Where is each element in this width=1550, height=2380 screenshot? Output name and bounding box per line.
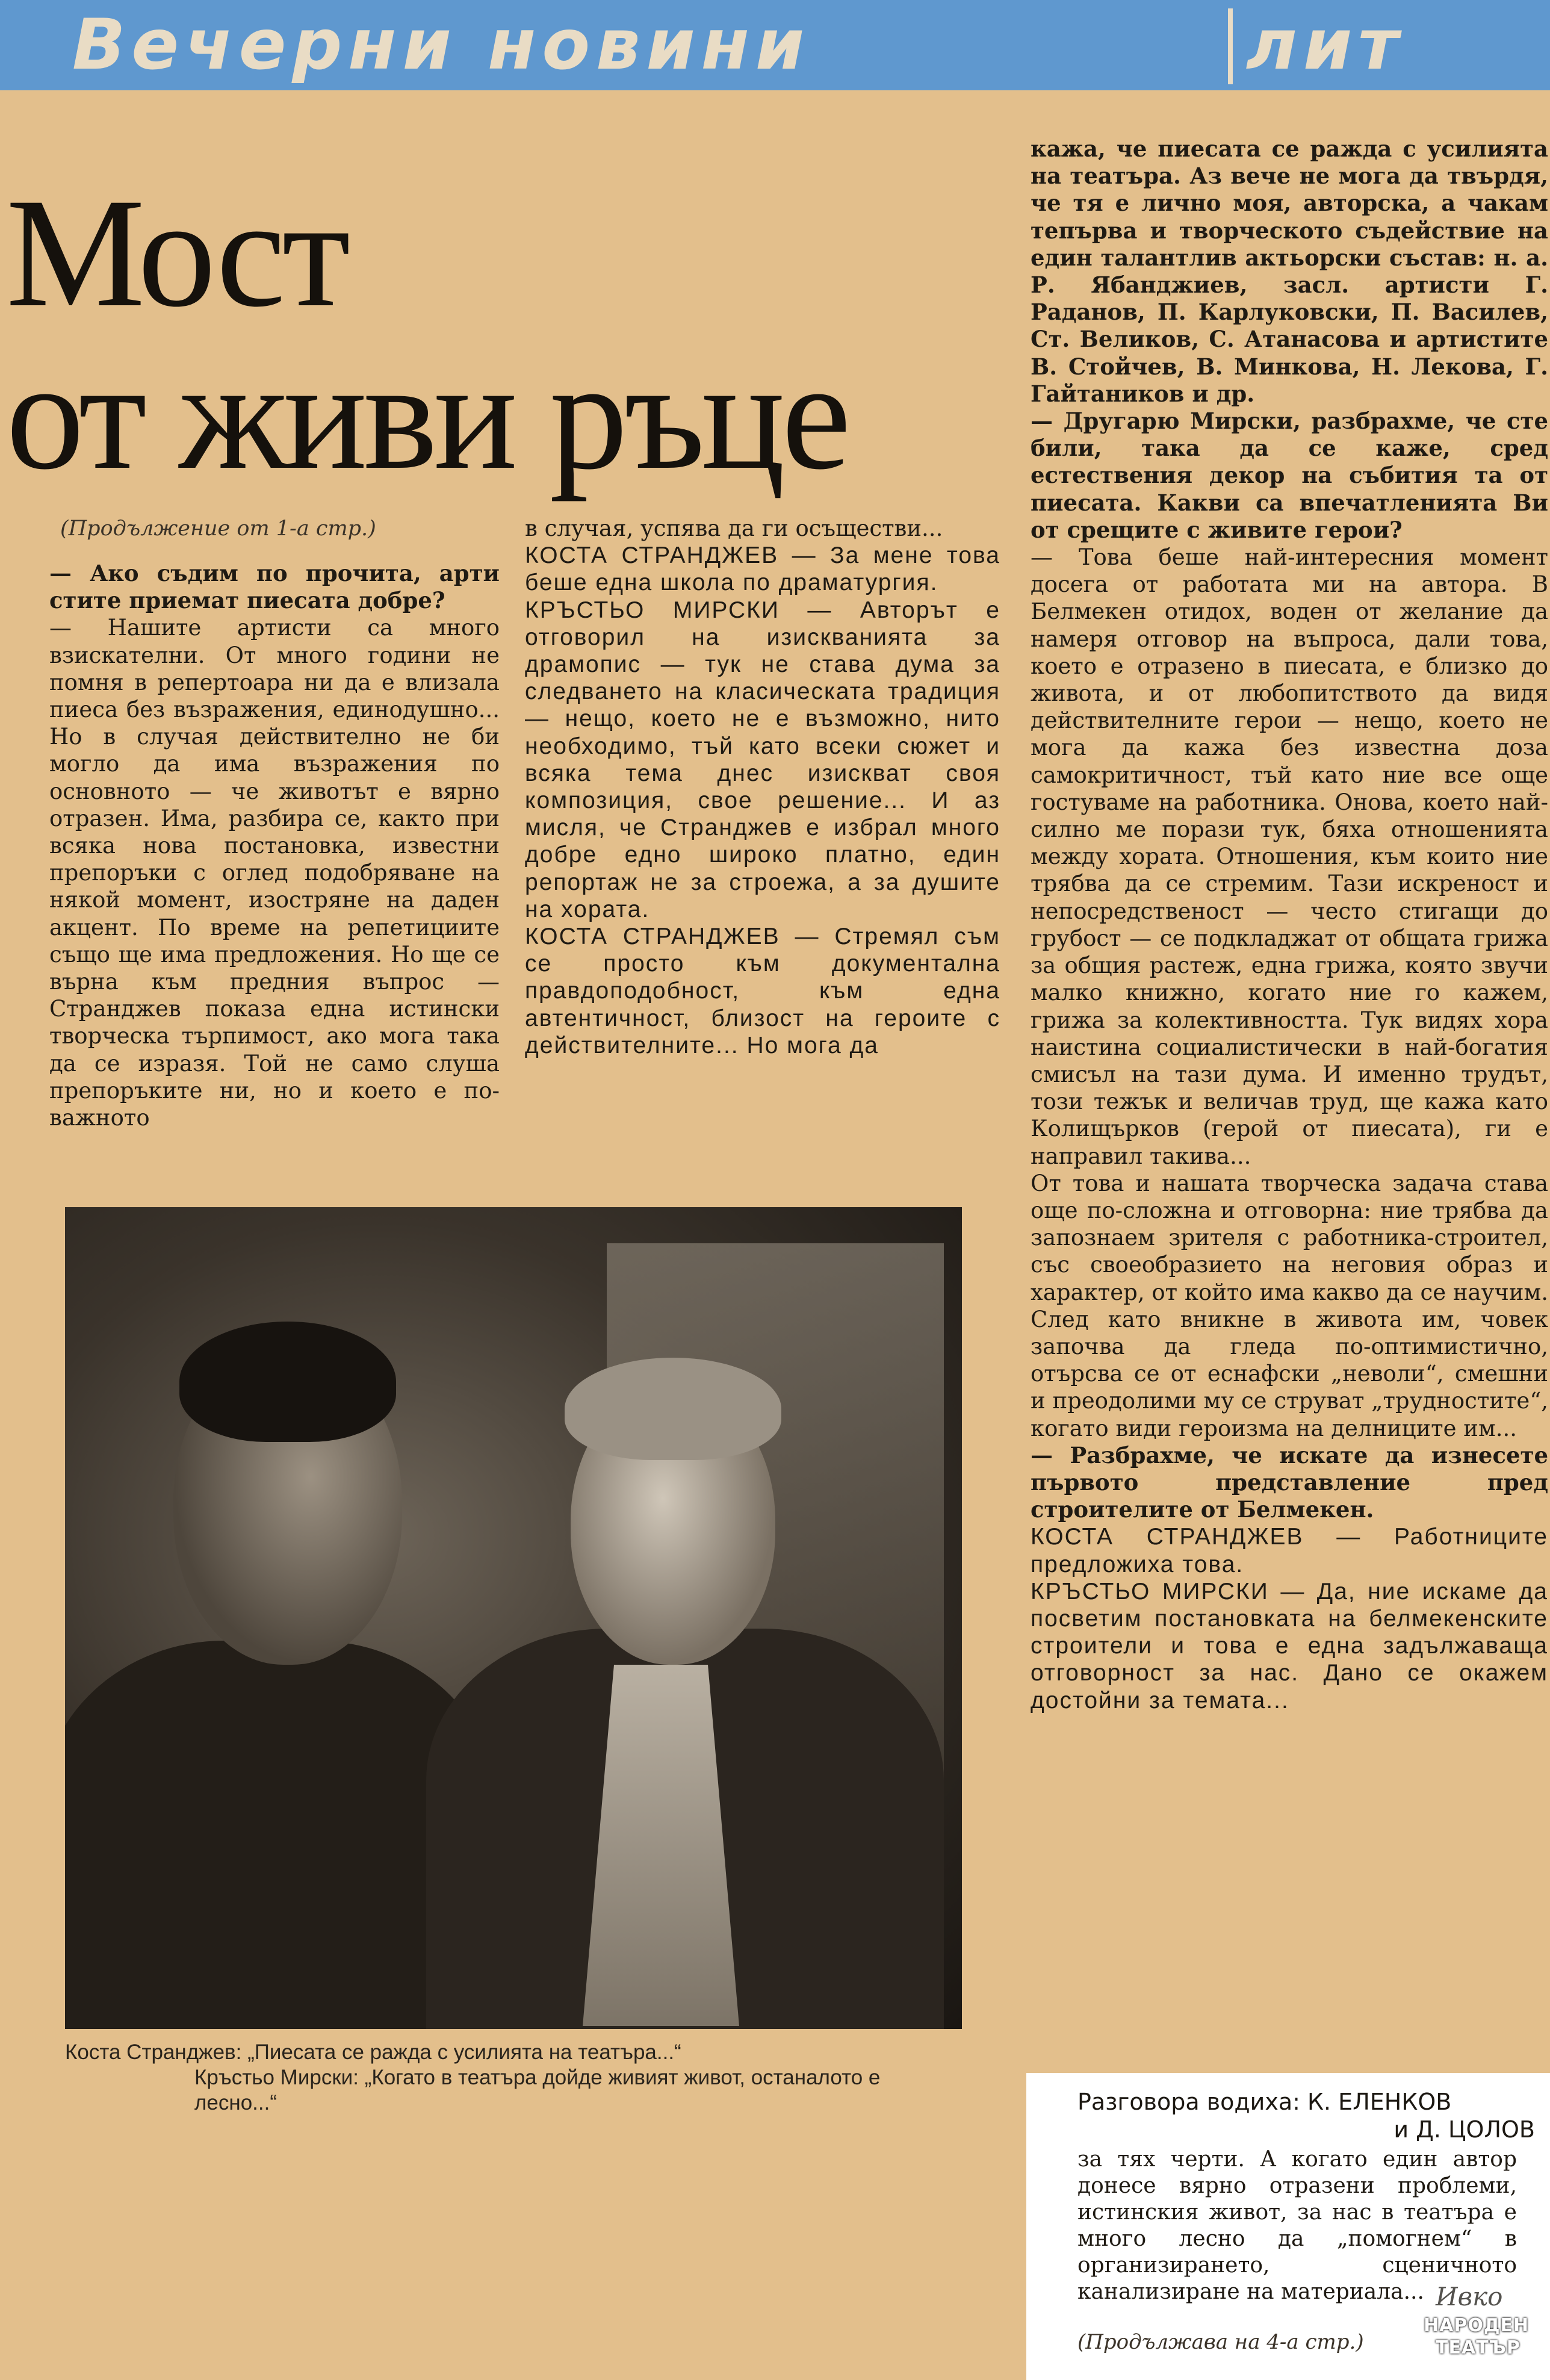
stamp-line-1: НАРОДЕН: [1424, 2315, 1530, 2336]
photo-person-right-hair: [565, 1358, 781, 1460]
paragraph: КОСТА СТРАНДЖЕВ — Работниците предложиха това.: [1031, 1524, 1548, 1577]
banner-title: Вечерни новини: [72, 4, 811, 85]
paragraph: в случая, успява да ги осъществи...: [525, 515, 943, 541]
banner-section: лит: [1246, 4, 1405, 85]
column-3: [1031, 135, 1548, 1714]
column-2: [525, 515, 1000, 1059]
question: — Другарю Мирски, разбрахме, че сте били, така да се каже, сред естествения декор на събития та от пиесата. Какви са впечатленията Ви от срещите с живите герои?: [1031, 408, 1548, 543]
caption-line-2: Кръстьо Мирски: „Когато в театъра дойде живият живот, останалото е лесно...“: [194, 2066, 881, 2114]
headline-line-1: Мост: [6, 166, 347, 340]
photo-person-left-hair: [179, 1322, 396, 1442]
answer: — Това беше най-интересния момент досега от работата ми на автора. В Белмекен отидох, воден от желание да намеря отговор на въпроса, дали това, което е отразено в пиесата, е близко до живота, и от любопитството да видя действителните герои — нещо, което не мога да кажа без известна доза самокритичност, тъй като ние все още гостуваме на работника. Онова, което най-силно ме порази тук, бяха отношенията между хората. Отношения, към които ние трябва да се стремим. Тази искреност и непосредственост — често стигащи до грубост — се подкладжат от общата грижа за общия растеж, една грижа, която звучи малко книжно, когато ние го кажем, грижа за колективността. Тук видях хора наистина социалистически в най-богатия смисъл на тази дума. И именно трудът, този тежък и величав труд, ще кажа като Колищърков (герой от пиесата), ги е направил такива...: [1031, 544, 1548, 1169]
question: — Разбрахме, че искате да изнесете първото представление пред строителите от Белмекен.: [1031, 1441, 1548, 1523]
continued-to: (Продължава на 4-а стр.): [1077, 2330, 1364, 2354]
caption-line-1: Коста Странджев: „Пиесата се ражда с усилията на театъра...“: [65, 2040, 681, 2064]
photo-caption: [65, 2040, 968, 2116]
paragraph: за тях черти. А когато един автор донесе вярно отразени проблеми, истинския живот, за нас в театъра е много лесно да „помогнем“ в организирането, сценичното канализиране на материала...: [1077, 2147, 1517, 2304]
continued-from: (Продължение от 1-а стр.): [60, 517, 376, 541]
paragraph: КРЪСТЬО МИРСКИ — Авторът е отговорил на изискванията за драмопис — тук не става дума за следването на класическата традиция — нещо, което не е възможно, нито необходимо, тъй като всеки сюжет и всяка тема днес изискват своя композиция, свое решение... И аз мисля, че Странджев е избрал много добре едно широко платно, един репортаж не за строежа, а за душите на хората.: [525, 597, 1000, 922]
byline-name: К. ЕЛЕНКОВ: [1307, 2089, 1452, 2115]
headline-line-2: от живи ръце: [6, 329, 848, 502]
paragraph: кажа, че пиесата се ражда с усилията на театъра. Аз вече не мога да твърдя, че тя е лично моя, авторска, а чакам тепърва и творческото съдействие на един талантлив актьорски състав: н. а. Р. Ябанджиев, засл. артисти Г. Раданов, П. Карлуковски, П. Василев, Ст. Великов, С. Атанасова и артистите В. Стойчев, В. Минкова, Н. Лекова, Г. Гайтаников и др.: [1031, 135, 1548, 407]
stamp-signature: Ивко: [1436, 2282, 1503, 2311]
byline-name: и Д. ЦОЛОВ: [1393, 2116, 1535, 2143]
paragraph: КРЪСТЬО МИРСКИ — Да, ние искаме да посветим постановката на белмекенските строители и това е една задължаваща отговорност за нас. Дано се окажем достойни за темата...: [1031, 1578, 1548, 1714]
column-1: [49, 560, 500, 1131]
byline: [1077, 2088, 1547, 2143]
paragraph: От това и нашата творческа задача става още по-сложна и отговорна: ние трябва да запознаем зрителя с работника-строител, със своеобразието на неговия образ и характер, от който има какво да се научим. След като вникне в живота им, човек започва да гледа по-оптимистично, отърсва се от еснафски „неволи“, смешни и преодолими му се струват „трудностите“, когато види героизма на делниците им...: [1031, 1170, 1549, 1441]
paragraph: КОСТА СТРАНДЖЕВ — За мене това беше една школа по драматургия.: [525, 542, 1000, 596]
answer: — Нашите артисти са много взискателни. От много години не помня в репертоара ни да е влизала пиеса без възражения, единодушно... Но в случая действително не би могло да има възражения по основното — че животът е вярно отразен. Има, разбира се, както при всяка нова постановка, известни препоръки с оглед подобряване на някой момент, изостряне на даден акцент. По време на репетициите също ще има предложения. Но ще се върна към предния въпрос — Странджев показа една истински творческа търпимост, ако мога така да се изразя. Той не само слуша препоръките ни, но и което е по-важното: [49, 615, 500, 1131]
banner-divider: [1228, 8, 1233, 84]
question: — Ако съдим по прочита, арти стите приемат пиесата добре?: [49, 560, 500, 614]
newspaper-banner: [0, 0, 1550, 90]
paragraph: КОСТА СТРАНДЖЕВ — Стремял съм се просто към документална правдоподобност, към една автентичност, близост на героите с действителните... Но мога да: [525, 924, 1000, 1058]
stamp-line-2: ТЕАТЪР: [1436, 2337, 1521, 2358]
national-theatre-stamp: [1418, 2282, 1538, 2372]
article-photo: [65, 1207, 962, 2029]
article-headline: [6, 166, 848, 502]
byline-label: Разговора водиха:: [1077, 2089, 1300, 2115]
